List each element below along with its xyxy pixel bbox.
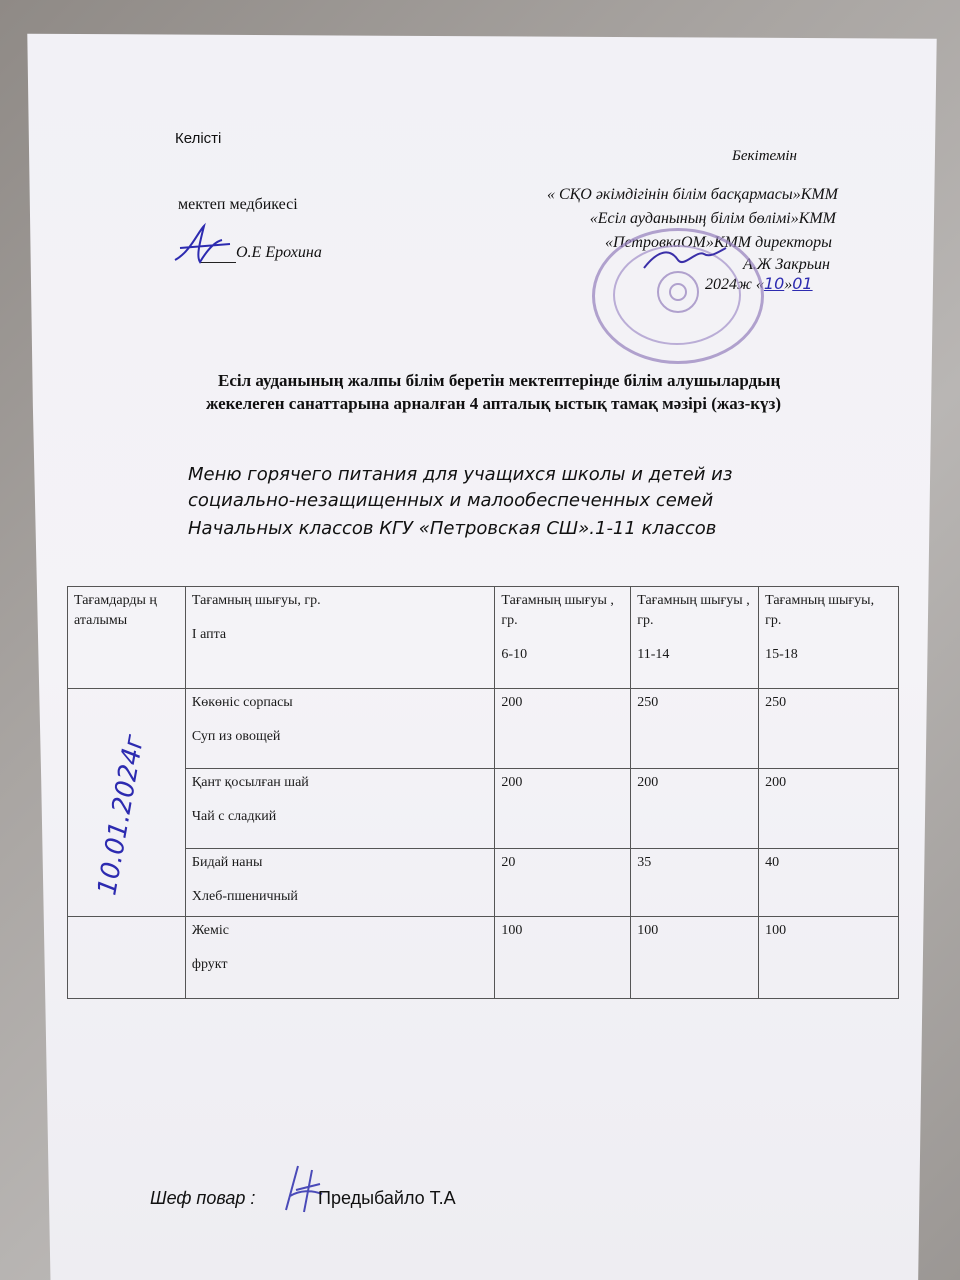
director-name: А.Ж Закрьин: [742, 256, 830, 273]
portion-15-18: 100: [759, 917, 899, 999]
title-kz-line1: Есіл ауданының жалпы білім беретін мектептерінде білім алушылардың: [218, 371, 781, 390]
title-kz-line2: жекелеген санаттарына арналған 4 апталық ыстық тамақ мәзірі (жаз-күз): [206, 394, 782, 413]
approver-line3: «ПетровкаОМ»КММ директоры: [604, 234, 832, 251]
portion-11-14: 250: [631, 689, 759, 769]
dish-name-kz: Көкөніс сорпасы: [191, 695, 293, 710]
dish-name-ru: Чай с сладкий: [191, 809, 277, 824]
dish-cell: [185, 769, 494, 849]
table-row: [68, 917, 899, 999]
title-ru-line2: социально-незащищенных и малообеспеченных семей: [188, 490, 714, 511]
stamp-emblem-icon: [653, 267, 703, 317]
header-age-range: 6-10: [501, 647, 528, 662]
header-age-11-14: [631, 587, 759, 689]
portion-15-18: 40: [759, 849, 899, 917]
portion-6-10: 200: [495, 769, 631, 849]
portion-11-14: 200: [631, 769, 759, 849]
dish-name-ru: Хлеб-пшеничный: [191, 889, 298, 904]
dish-name-kz: Қант қосылған шай: [191, 775, 309, 790]
approved-label: Бекітемін: [732, 148, 797, 164]
table-row: [68, 769, 899, 849]
table-row: [68, 689, 899, 769]
dish-name-kz: Жеміс: [191, 923, 229, 938]
portion-6-10: 200: [495, 689, 631, 769]
handwritten-date: 10.01.2024г: [92, 732, 151, 898]
portion-11-14: 35: [631, 849, 759, 917]
title-ru-line3: Начальных классов КГУ «Петровская СШ».1-11 классов: [188, 518, 717, 539]
nurse-name: О.Е Ерохина: [236, 244, 322, 261]
portion-6-10: 20: [495, 849, 631, 917]
header-week-yield: Тағамның шығуы, гр.: [191, 593, 321, 608]
header-age-range: 15-18: [765, 647, 798, 662]
portion-15-18: 200: [759, 769, 899, 849]
agreed-label: Келісті: [175, 130, 222, 147]
title-ru-line1: Меню горячего питания для учащихся школы и детей из: [188, 464, 733, 485]
chef-label: Шеф повар :: [150, 1188, 256, 1208]
header-yield-label: Тағамның шығуы, гр.: [765, 593, 875, 628]
table-header-row: [68, 587, 899, 689]
table-row: [68, 849, 899, 917]
dish-name-ru: Суп из овощей: [191, 729, 281, 744]
portion-15-18: 250: [759, 689, 899, 769]
menu-table: [67, 586, 899, 999]
header-week-number: I апта: [191, 627, 227, 642]
header-week: [185, 587, 494, 689]
header-age-range: 11-14: [637, 647, 670, 662]
director-signature-icon: [640, 244, 730, 274]
header-age-6-10: [495, 587, 631, 689]
dish-name-kz: Бидай наны: [191, 855, 263, 870]
header-age-15-18: [759, 587, 899, 689]
dish-cell: [185, 849, 494, 917]
dish-cell: [185, 917, 494, 999]
date-day: 10: [763, 274, 785, 293]
nurse-position: мектеп медбикесі: [178, 196, 298, 213]
header-yield-label: Тағамның шығуы , гр.: [637, 593, 750, 628]
nurse-signature-icon: [170, 222, 240, 270]
header-dish-name: Тағамдарды ң аталымы: [68, 587, 186, 689]
approver-line2: «Есіл ауданының білім бөлімі»КММ: [589, 210, 836, 227]
dish-cell: [185, 689, 494, 769]
chef-name: Предыбайло Т.А: [318, 1188, 456, 1208]
portion-11-14: 100: [631, 917, 759, 999]
approver-line1: « СҚО әкімдігінін білім басқармасы»КММ: [546, 186, 838, 203]
date-prefix: 2024ж «: [705, 276, 764, 293]
header-yield-label: Тағамның шығуы , гр.: [501, 593, 614, 628]
date-mid: »: [784, 276, 793, 293]
dish-name-ru: фрукт: [191, 957, 228, 972]
date-month: 01: [792, 274, 813, 293]
empty-cell: [68, 917, 186, 999]
portion-6-10: 100: [495, 917, 631, 999]
